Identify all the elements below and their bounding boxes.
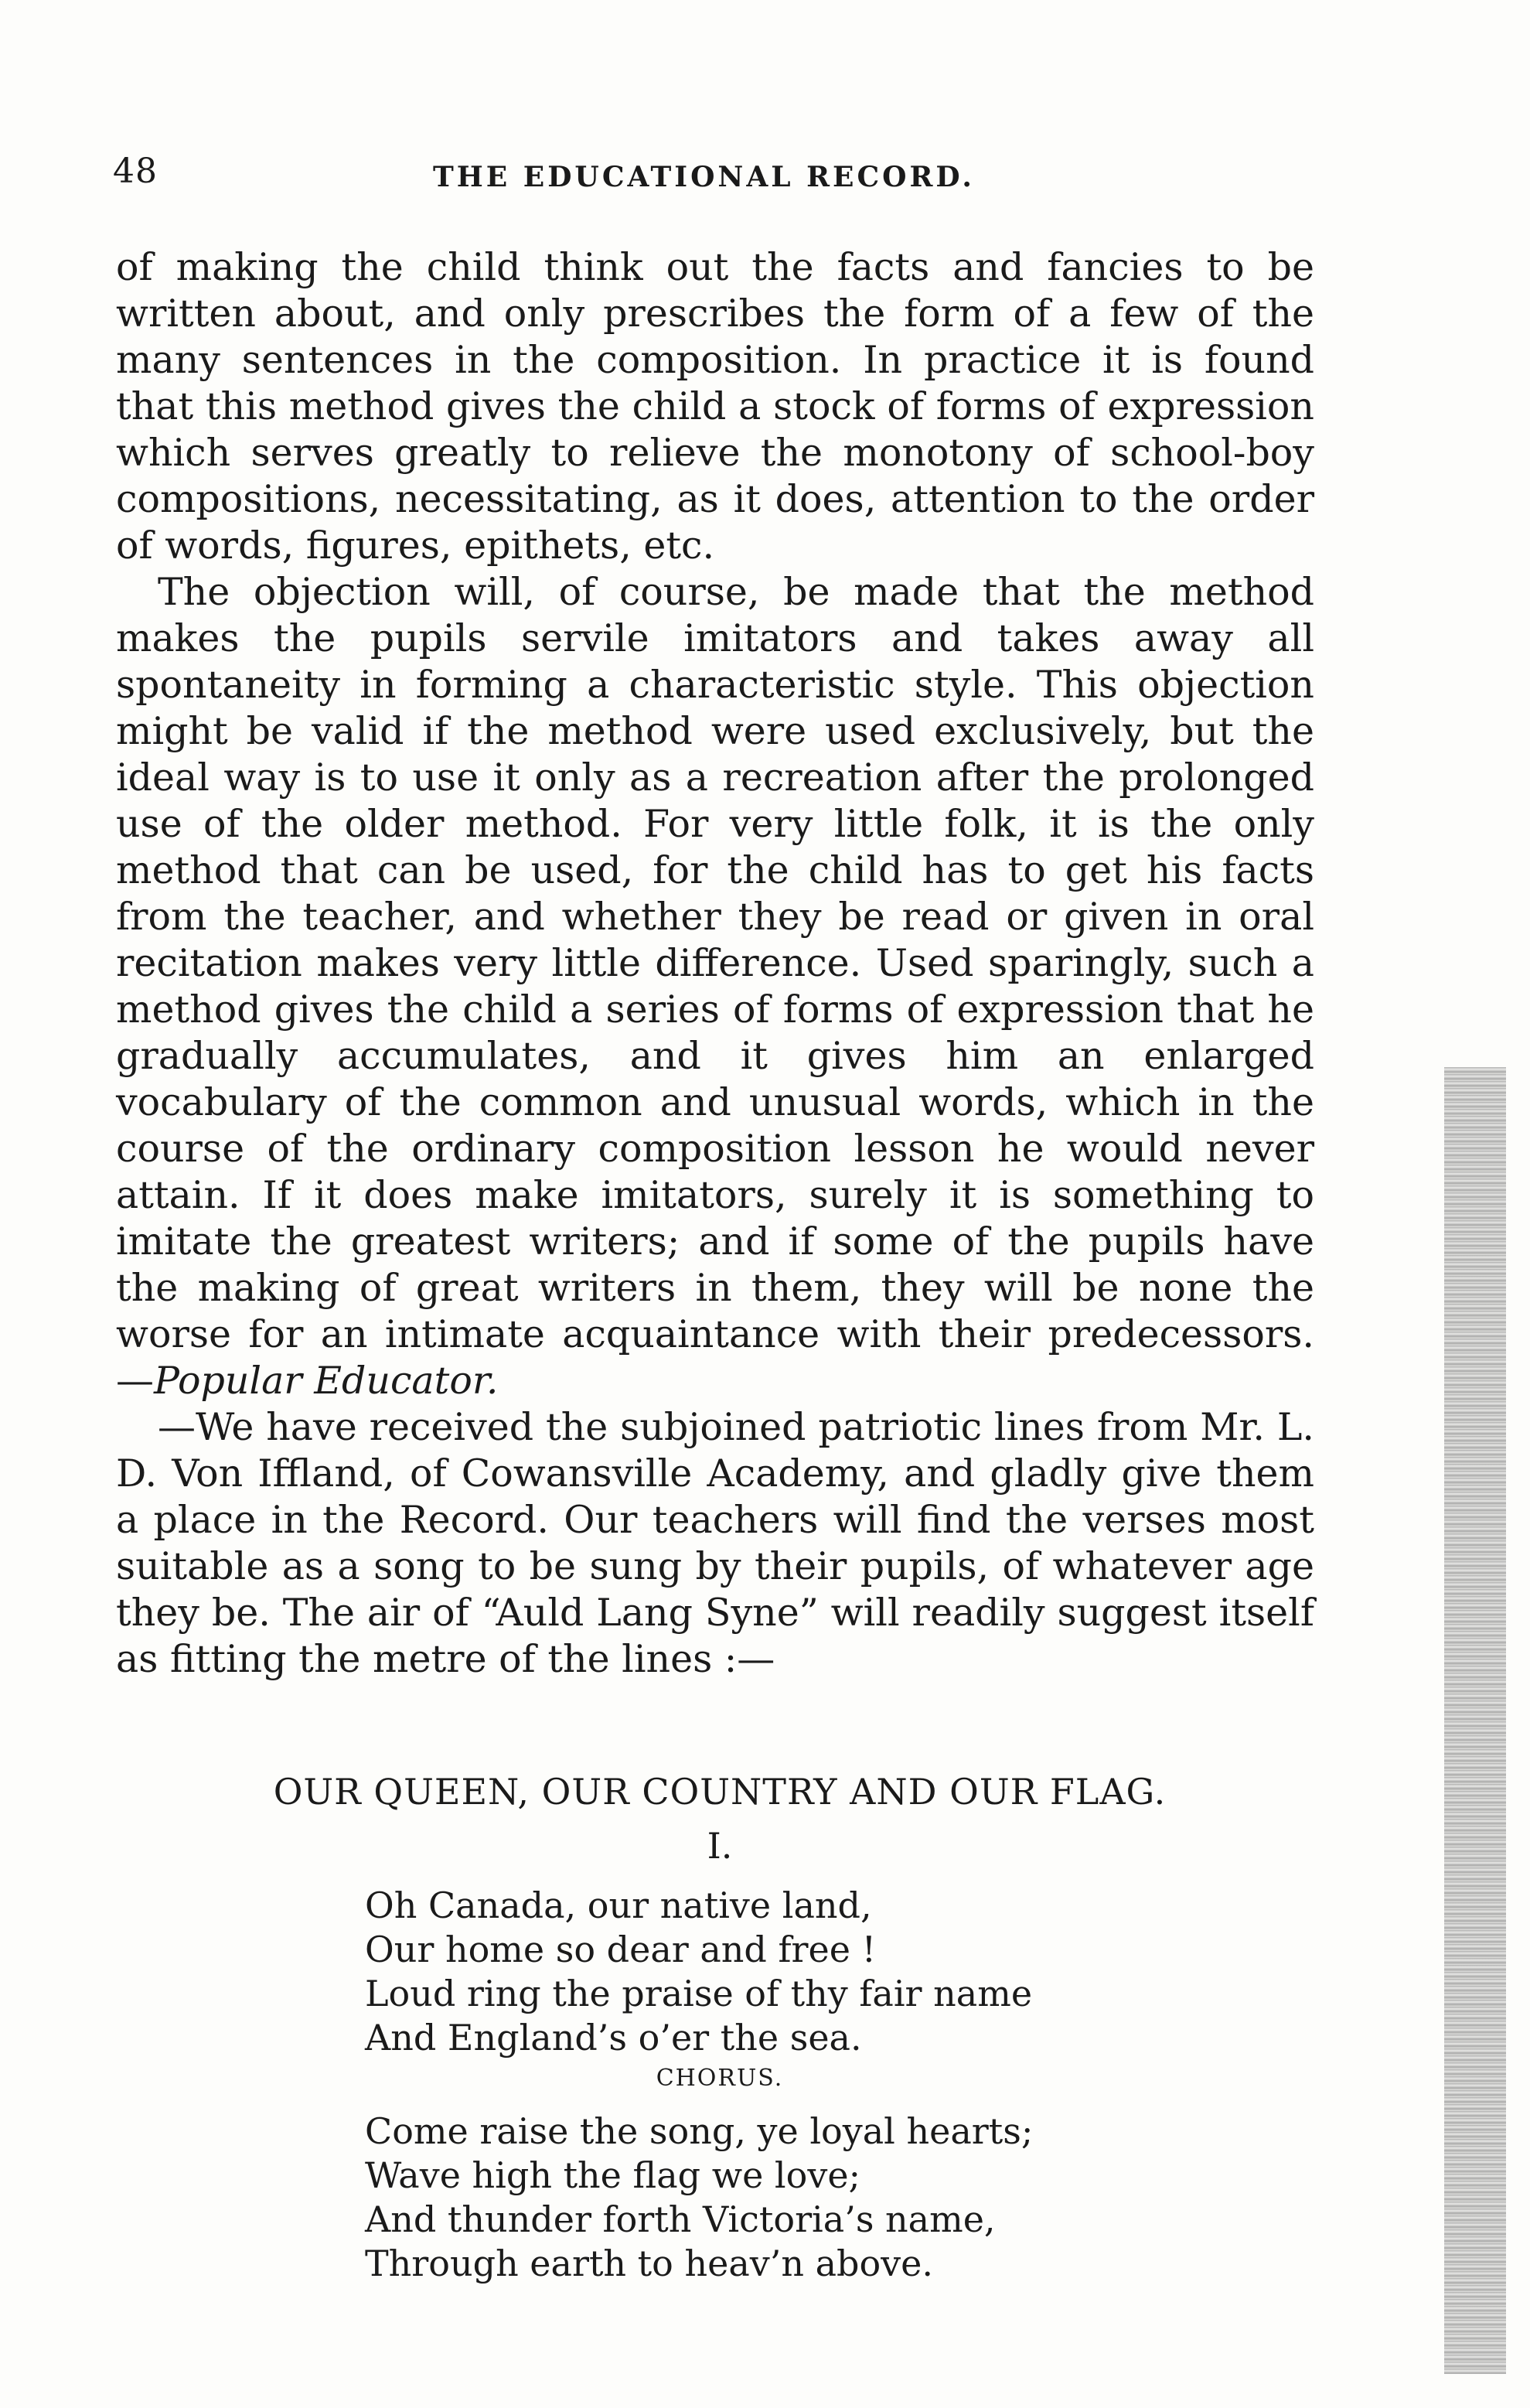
stanza-lines (365, 1884, 1215, 2060)
stanza-line: And England’s o’er the sea. (365, 2017, 862, 2058)
chorus-label: CHORUS. (656, 2065, 784, 2092)
poem-title: OUR QUEEN, OUR COUNTRY AND OUR FLAG. (273, 1771, 1167, 1813)
chorus-lines (365, 2110, 1215, 2286)
paragraph-2-text: The objection will, of course, be made that the method makes the pupils servile imitators and takes away all spontaneity in forming a characteristic style. This objection might be valid if the method were used exclusively, but the ideal way is to use it only as a recreation after the prolonged use of the older method. For very little folk, it is the only method that can be used, for the child has to get his facts from the teacher, and whether they be read or given in oral recitation makes very little difference. Used sparingly, such a method gives the child a series of forms of expression that he gradually accumulates, and it gives him an enlarged vocabulary of the common and unusual words, which in the course of the ordinary composition lesson he would never attain. If it does make imitators, surely it is something to imitate the greatest writers; and if some of the pupils have the making of great writers in them, they will be none the worse for an intimate acquaintance with their predecessors.— (116, 570, 1314, 1403)
paragraph-3: —We have received the subjoined patriotic lines from Mr. L. D. Von Iffland, of Cowansville Academy, and gladly give them a place in the Record. Our teachers will find the verses most suitable as a song to be sung by their pupils, of whatever age they be. The air of “Auld Lang Syne” will readily suggest itself as fitting the metre of the lines :— (116, 1405, 1314, 1681)
stanza-line: Our home so dear and free ! (365, 1929, 877, 1970)
chorus-line: Through earth to heav’n above. (365, 2243, 934, 2284)
stanza-number: I. (707, 1825, 733, 1867)
chorus-line: Come raise the song, ye loyal hearts; (365, 2110, 1034, 2152)
chorus-line: Wave high the flag we love; (365, 2154, 861, 2196)
paragraph-2 (116, 569, 1314, 1404)
page-number: 48 (113, 152, 158, 191)
scan-edge-shadow (1444, 1067, 1506, 2374)
stanza-line: Loud ring the praise of thy fair name (365, 1973, 1033, 2014)
chorus-line: And thunder forth Victoria’s name, (365, 2198, 996, 2240)
paragraph-1: of making the child think out the facts and fancies to be written about, and only prescribes the form of a few of the many sentences in the composition. In practice it is found that this method gives the child a stock of forms of expression which serves greatly to relieve the monotony of school-boy compositions, necessitating, as it does, attention to the order of words, figures, epithets, etc. (116, 245, 1314, 568)
attribution: Popular Educator. (154, 1359, 499, 1403)
body-text (116, 244, 1314, 1683)
running-head: THE EDUCATIONAL RECORD. (433, 161, 975, 193)
stanza-line: Oh Canada, our native land, (365, 1884, 872, 1926)
